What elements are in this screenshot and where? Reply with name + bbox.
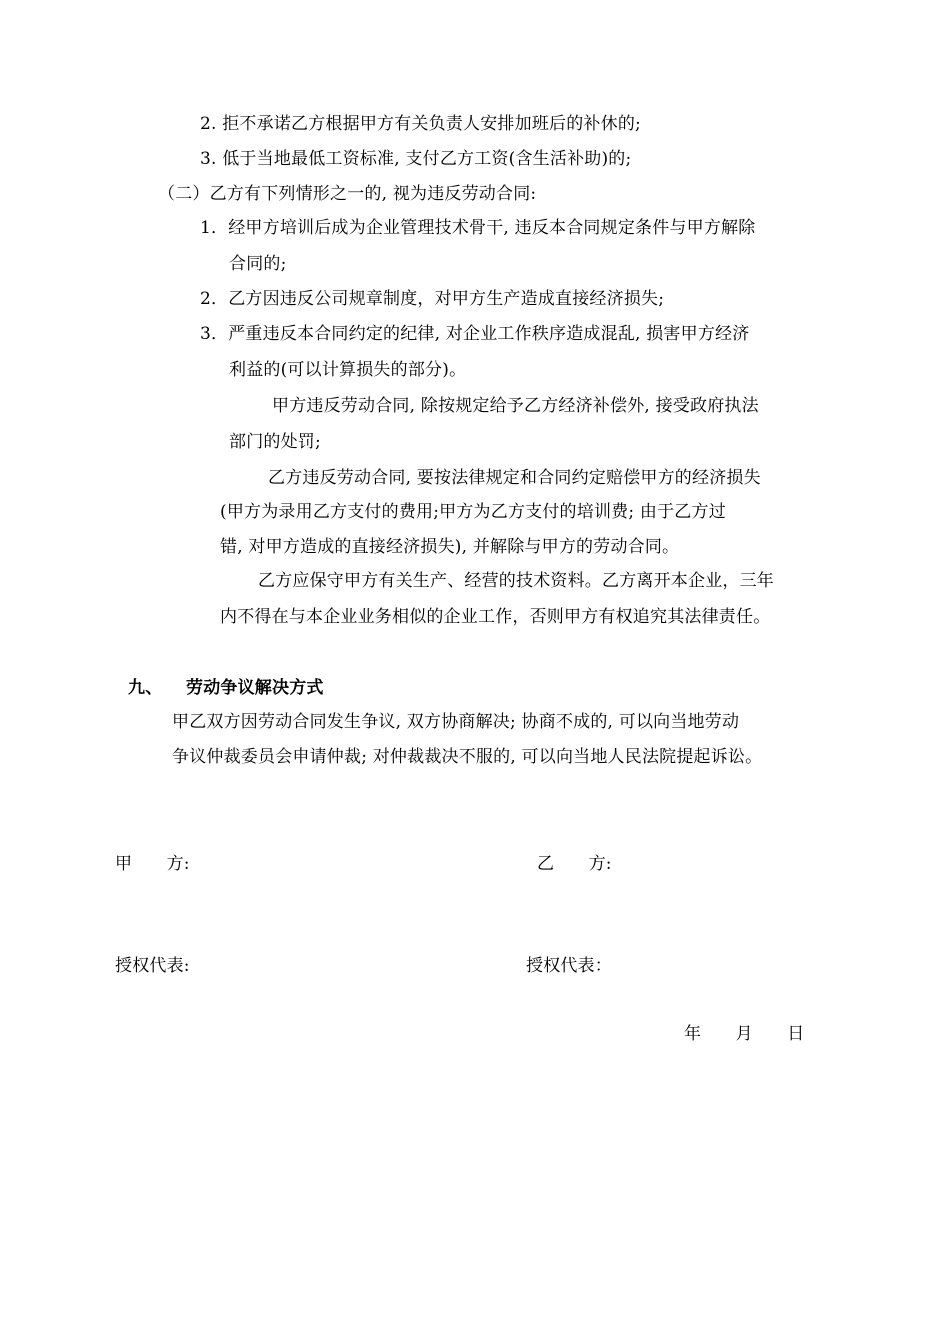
para-a-line-2: 部门的处罚; bbox=[229, 432, 321, 452]
party-a-label: 甲 方: bbox=[115, 854, 190, 874]
rep-a-label: 授权代表: bbox=[115, 956, 190, 976]
list-item-3: 3. 低于当地最低工资标准, 支付乙方工资(含生活补助)的; bbox=[200, 149, 632, 169]
para-b-line-3: 错, 对甲方造成的直接经济损失), 并解除与甲方的劳动合同。 bbox=[220, 537, 680, 557]
section-b-item-2: 2．乙方因违反公司规章制度，对甲方生产造成直接经济损失; bbox=[200, 289, 665, 309]
section-9-line-1: 甲乙双方因劳动合同发生争议, 双方协商解决; 协商不成的, 可以向当地劳动 bbox=[172, 712, 740, 732]
para-b-line-2: (甲方为录用乙方支付的费用;甲方为乙方支付的培训费; 由于乙方过 bbox=[220, 502, 726, 522]
section-b-item-3-line-1: 3．严重违反本合同约定的纪律, 对企业工作秩序造成混乱, 损害甲方经济 bbox=[200, 324, 750, 344]
list-item-2: 2. 拒不承诺乙方根据甲方有关负责人安排加班后的补休的; bbox=[200, 114, 641, 134]
section-b-item-1-line-1: 1．经甲方培训后成为企业管理技术骨干, 违反本合同规定条件与甲方解除 bbox=[200, 218, 756, 238]
para-c-line-1: 乙方应保守甲方有关生产、经营的技术资料。乙方离开本企业，三年 bbox=[258, 571, 774, 591]
section-b-item-1-line-2: 合同的; bbox=[229, 254, 287, 274]
section-b-item-3-line-2: 利益的(可以计算损失的部分)。 bbox=[229, 360, 467, 380]
section-b-heading: （二）乙方有下列情形之一的, 视为违反劳动合同: bbox=[158, 184, 537, 204]
para-c-line-2: 内不得在与本企业业务相似的企业工作，否则甲方有权追究其法律责任。 bbox=[220, 607, 771, 627]
para-a-line-1: 甲方违反劳动合同, 除按规定给予乙方经济补偿外, 接受政府执法 bbox=[272, 396, 759, 416]
party-b-label: 乙 方: bbox=[537, 854, 612, 874]
rep-b-label: 授权代表： bbox=[526, 956, 612, 976]
para-b-line-1: 乙方违反劳动合同, 要按法律规定和合同约定赔偿甲方的经济损失 bbox=[268, 468, 761, 488]
section-9-title: 劳动争议解决方式 bbox=[186, 678, 324, 698]
section-9-number: 九、 bbox=[128, 678, 163, 698]
date-label: 年 月 日 bbox=[684, 1024, 805, 1044]
section-9-line-2: 争议仲裁委员会申请仲裁; 对仲裁裁决不服的, 可以向当地人民法院提起诉讼。 bbox=[172, 747, 763, 767]
